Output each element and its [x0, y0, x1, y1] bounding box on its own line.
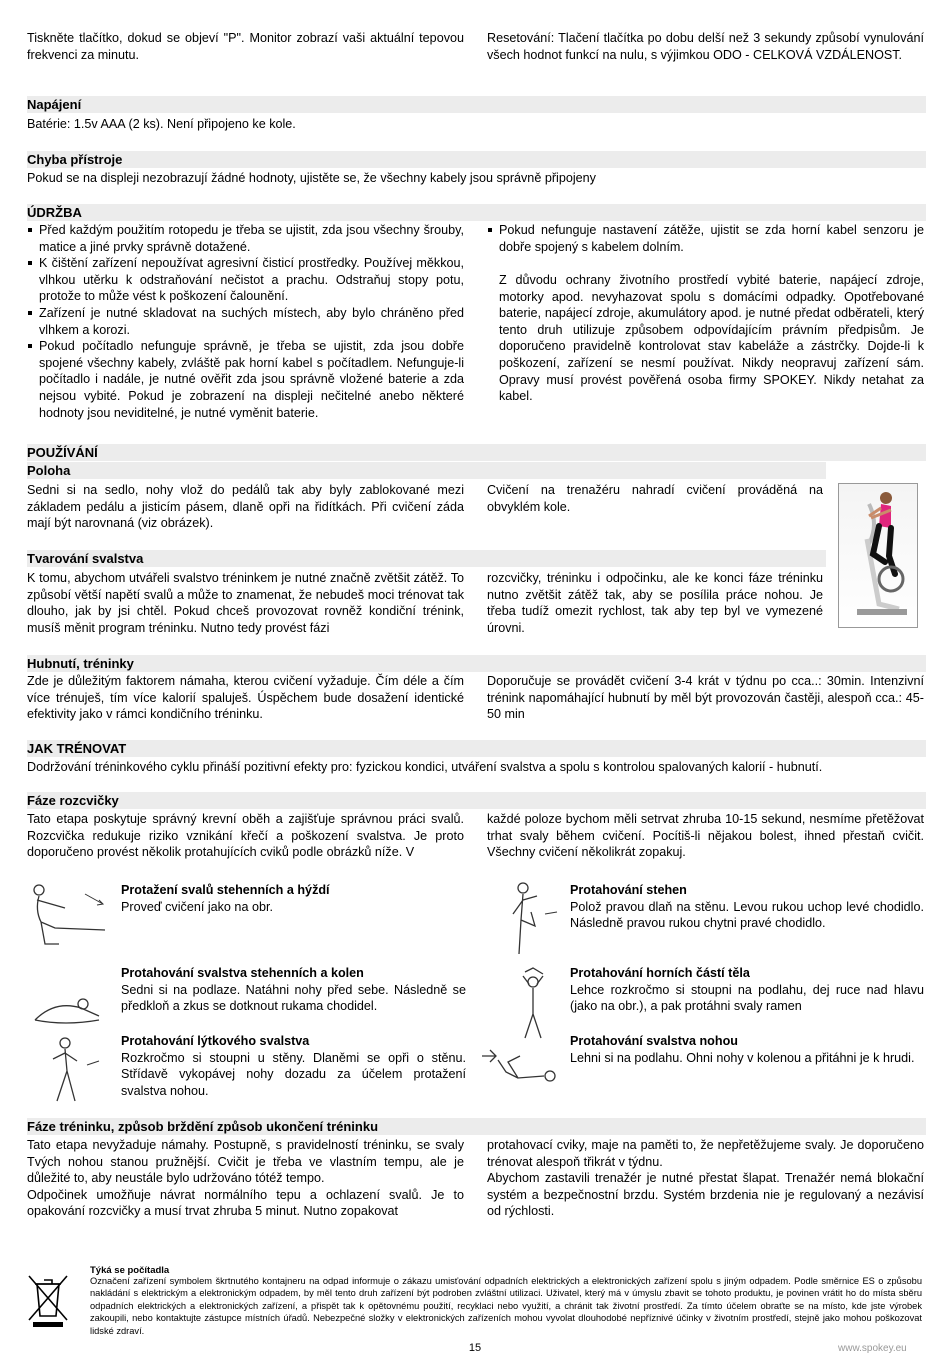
stretch-figure-icon	[505, 966, 560, 1041]
exercise-5	[121, 1033, 466, 1099]
heading-tvarovani: Tvarování svalstva	[27, 550, 826, 567]
exercise-text: Lehni si na podlahu. Ohni nohy v kolenou a přitáhni je k hrudi.	[570, 1050, 915, 1065]
exercise-4	[570, 965, 924, 1015]
heading-udrzba: ÚDRŽBA	[27, 204, 926, 221]
udrzba-left-list	[27, 222, 464, 421]
exercise-3	[121, 965, 466, 1015]
jak-trenovat-text: Dodržování tréninkového cyklu přináší pozitivní efekty pro: fyzickou kondici, utváření svalstva a spolu s kontrolou spalovaných kalorií - hubnutí.	[27, 760, 823, 774]
trening-right	[487, 1137, 924, 1220]
exercise-figure-leg-stretch	[478, 1042, 568, 1097]
tvarovani-left-text: K tomu, abychom utvářeli svalstvo tréninkem je nutné značně zvětšit zátěž. To způsobí větší napětí svalů a může to znamenat, že nebudeš moci trénovat tak dlouho, jak by jsi chtěl. Pokud chceš provozovat rovněž kondiční trénink, musíš měnit program tréninku. Nutno tedy provést fázi	[27, 571, 464, 635]
list-item: Zařízení je nutné skladovat na suchých místech, aby bylo chráněno před vlhkem a korozi.	[27, 305, 464, 338]
hubnuti-left-text: Zde je důležitým faktorem námaha, kterou cvičení vyžaduje. Čím déle a čím více trénuješ, tím více kalorií spaluješ. Úspěchem bude dosažení identické efektivity jako v rámci kondičního tréninku.	[27, 674, 464, 722]
heading-jak-trenovat: JAK TRÉNOVAT	[27, 740, 926, 757]
exercise-text: Proveď cvičení jako na obr.	[121, 899, 273, 914]
tvarovani-right-text: rozcvičky, tréninku i odpočinku, ale ke konci fáze tréninku nutno zvětšit zátěž tak, aby se posílila práce nohou. Je třeba tudíž omezit rychlost, tak aby tep byl ve vymezené úrovni.	[487, 571, 823, 635]
heading-faze-treninku: Fáze tréninku, způsob brždění způsob ukončení tréninku	[27, 1118, 926, 1135]
exercise-bike-photo	[838, 483, 918, 628]
heading-faze-rozcvicky: Fáze rozcvičky	[27, 792, 926, 809]
exercise-figure-thigh-glute-stretch	[25, 880, 115, 955]
list-item: Pokud nefunguje nastavení zátěže, ujistit se zda horní kabel senzoru je dobře spojený s kabelem dolním.	[487, 222, 924, 255]
udrzba-right-paragraph: Z důvodu ochrany životního prostředí vybité baterie, napájecí zdroje, motorky apod. nevyhazovat spolu s domácími odpadky. Opotřebované baterie, napájecí zdroje, akumulátory apod. je nutné předat odběrateli, který tento druh utilizuje způsobem odpovídajícím právním předpisům. Je doporučeno pravidelně kontrolovat stav kabeláže a zástrčky. Dojde-li k poškození, zařízení se nesmí používat. Nikdy neopravuj zařízení sám. Opravy musí provést pověřená osoba firmy SPOKEY. Nikdy netahat za kabel.	[499, 273, 924, 404]
exercise-title: Protažení svalů stehenních a hýždí	[121, 883, 330, 897]
exercise-title: Protahování horních částí těla	[570, 966, 750, 980]
trening-left-paragraph-1: Tato etapa nevyžaduje námahy. Postupně, s pravidelností tréninku, se svaly Tvých nohou stanou pružnější. Cvičit je třeba ve vlastním tempu, ale je důležité to, aby neustále bylo udržováno tótéž tempo.	[27, 1138, 464, 1186]
list-item: Před každým použitím rotopedu je třeba se ujistit, zda jsou všechny šrouby, matice a jiné prvky správně dotažené.	[27, 222, 464, 255]
list-item: Pokud počítadlo nefunguje správně, je třeba se ujistit, zda jsou dobře spojené všechny kabely, zvláště pak horní kabel s počítadlem. Nefunguje-li počítadlo i nadále, je nutné ověřit zda jsou správně vložené baterie a zda nejsou vybité. Pokud je zobrazení na displeji nečitelné anebo některé hodnoty jsou neviditelné, je nutné vyměnit baterie.	[27, 338, 464, 421]
faze-right-text: každé poloze bychom měli setrvat zhruba 10-15 sekund, nesmíme přetěžovat trhat svaly během cvičení. Pocítiš-li nějakou bolest, ihned přestaň cvičit. Všechny cvičení několikrát zopakuj.	[487, 812, 924, 860]
exercise-figure-calf-stretch	[35, 1035, 105, 1110]
trening-right-paragraph-2: Abychom zastavili trenažér je nutné přestat šlapat. Trenažér nemá blokační systém a bezpečnostní brzdu. Systém brzdenia nie je regulovaný a nezávisí od rýchlosti.	[487, 1171, 924, 1219]
website-link[interactable]: www.spokey.eu	[838, 1343, 907, 1354]
exercise-figure-seated-stretch	[25, 990, 105, 1035]
stretch-figure-icon	[495, 878, 565, 958]
udrzba-right-list	[487, 222, 924, 255]
exercise-figure-upper-body-stretch	[505, 966, 560, 1046]
top-right-text: Resetování: Tlačení tlačítka po dobu delší než 3 sekundy způsobí vynulování všech hodnot funkcí na nulu, s výjimkou ODO - CELKOVÁ VZDÁLENOST.	[487, 31, 924, 62]
stretch-figure-icon	[25, 880, 115, 950]
heading-chyba: Chyba přístroje	[27, 151, 926, 168]
poloha-right-text: Cvičení na trenažéru nahradí cvičení prováděná na obvyklém kole.	[487, 483, 823, 514]
footer-title: Týká se počítadla	[90, 1265, 170, 1276]
exercise-text: Polož pravou dlaň na stěnu. Levou rukou uchop levé chodidlo. Následně pravou rukou chytni pravé chodidlo.	[570, 899, 924, 931]
heading-hubnuti: Hubnutí, tréninky	[27, 655, 926, 672]
crossed-bin-icon	[27, 1272, 69, 1328]
hubnuti-right-text: Doporučuje se provádět cvičení 3-4 krát v týdnu po cca..: 30min. Intenzivní trénink napomáhající hubnutí by měl být provozován častěji, alespoň cca.: 45-50 min	[487, 674, 924, 722]
trening-left-paragraph-2: Odpočinek umožňuje návrat normálního tepu a ochlazení svalů. Je to opakování rozcvičky a musí trvat zhruba 5 minut. Nutno zopakovat	[27, 1187, 464, 1219]
top-left-text: Tiskněte tlačítko, dokud se objeví "P". Monitor zobrazí vaši aktuální tepovou frekvenci za minutu.	[27, 31, 464, 62]
stretch-figure-icon	[25, 990, 105, 1030]
stretch-figure-icon	[478, 1042, 568, 1092]
exercise-title: Protahování lýtkového svalstva	[121, 1034, 310, 1048]
exercise-text: Rozkročmo si stoupni u stěny. Dlaněmi se opři o stěnu. Střídavě vykopávej nohy dozadu za účelem protažení svalstva nohou.	[121, 1050, 466, 1098]
stretch-figure-icon	[35, 1035, 105, 1105]
exercise-6	[570, 1033, 924, 1066]
exercise-title: Protahování stehen	[570, 883, 687, 897]
exercise-title: Protahování svalstva nohou	[570, 1034, 738, 1048]
exercise-figure-thigh-stretch	[495, 878, 565, 963]
heading-poloha: Poloha	[27, 462, 826, 479]
page-number: 15	[468, 1342, 482, 1354]
poloha-left-text: Sedni si na sedlo, nohy vlož do pedálů tak aby byly zablokované mezi základem pedálu a jisticím pásem, dlaně opři na řidítkách. Při cvičení záda mají být narovnaná (viz obrázek).	[27, 483, 464, 531]
chyba-text: Pokud se na displeji nezobrazují žádné hodnoty, ujistěte se, že všechny kabely jsou správně připojeny	[27, 171, 596, 185]
trening-right-paragraph-1: protahovací cviky, maje na paměti to, že nepřetěžujeme svaly. Je doporučeno trénovat alespoň třikrát v týdnu.	[487, 1138, 924, 1169]
list-item: K čištění zařízení nepoužívat agresivní čisticí prostředky. Používej měkkou, vlhkou utěrku k odstraňování nečistot a prachu. Odstraňuj stopy potu, protože to může vést k poškození čalounění.	[27, 255, 464, 305]
exercise-text: Lehce rozkročmo si stoupni na podlahu, dej ruce nad hlavu (jako na obr.), a pak protáhni svaly ramen	[570, 982, 924, 1014]
trening-left	[27, 1137, 464, 1220]
heading-pouzivani: POUŽÍVÁNÍ	[27, 444, 926, 461]
exercise-2	[570, 882, 924, 932]
exercise-title: Protahování svalstva stehenních a kolen	[121, 966, 364, 980]
faze-left-text: Tato etapa poskytuje správný krevní oběh a zajišťuje správnou práci svalů. Rozcvička redukuje riziko vznikání křečí a poškození svalstva. Je proto doporučeno provést několik protahujících cviků podle obrázků níže. V	[27, 812, 464, 860]
exercise-text: Sedni si na podlaze. Natáhni nohy před sebe. Následně se předkloň a zkus se dotknout rukama chodidel.	[121, 982, 466, 1014]
heading-napajeni: Napájení	[27, 96, 926, 113]
woman-on-bike-icon	[839, 484, 917, 627]
exercise-1	[121, 882, 466, 915]
napajeni-text: Batérie: 1.5v AAA (2 ks). Není připojeno ke kole.	[27, 117, 296, 131]
footer-text: Označení zařízení symbolem škrtnutého kontajneru na odpad informuje o zákazu umisťování odpadních elektrických a elektronických zařízení spolu s jiným odpadem. Podle směrnice ES o způsobu nakládání s elektrickým a elektronickým odpadem, by měl tento druh zařízení být podroben zvláštní utilizaci. Uživatel, který má v úmyslu zbavit se tohoto produktu, je povinen vrátit ho do místa sběru odpadních elektrických a elektronických zařízení, a přispět tak k opětovnému použití, recyklaci nebo využití, a chránit tak životní prostředí. Za tímto účelem obraťte se na místo, kde jste výrobek zakoupili, nebo kontaktujte zástupce místních úřadů. Nebezpečné složky v elektronických zařízeních mohou vyvolat dlouhodobé nepříznivé účinky v životním prostředí, stejně jako mohou poškozovat lidské zdraví.	[90, 1276, 922, 1336]
